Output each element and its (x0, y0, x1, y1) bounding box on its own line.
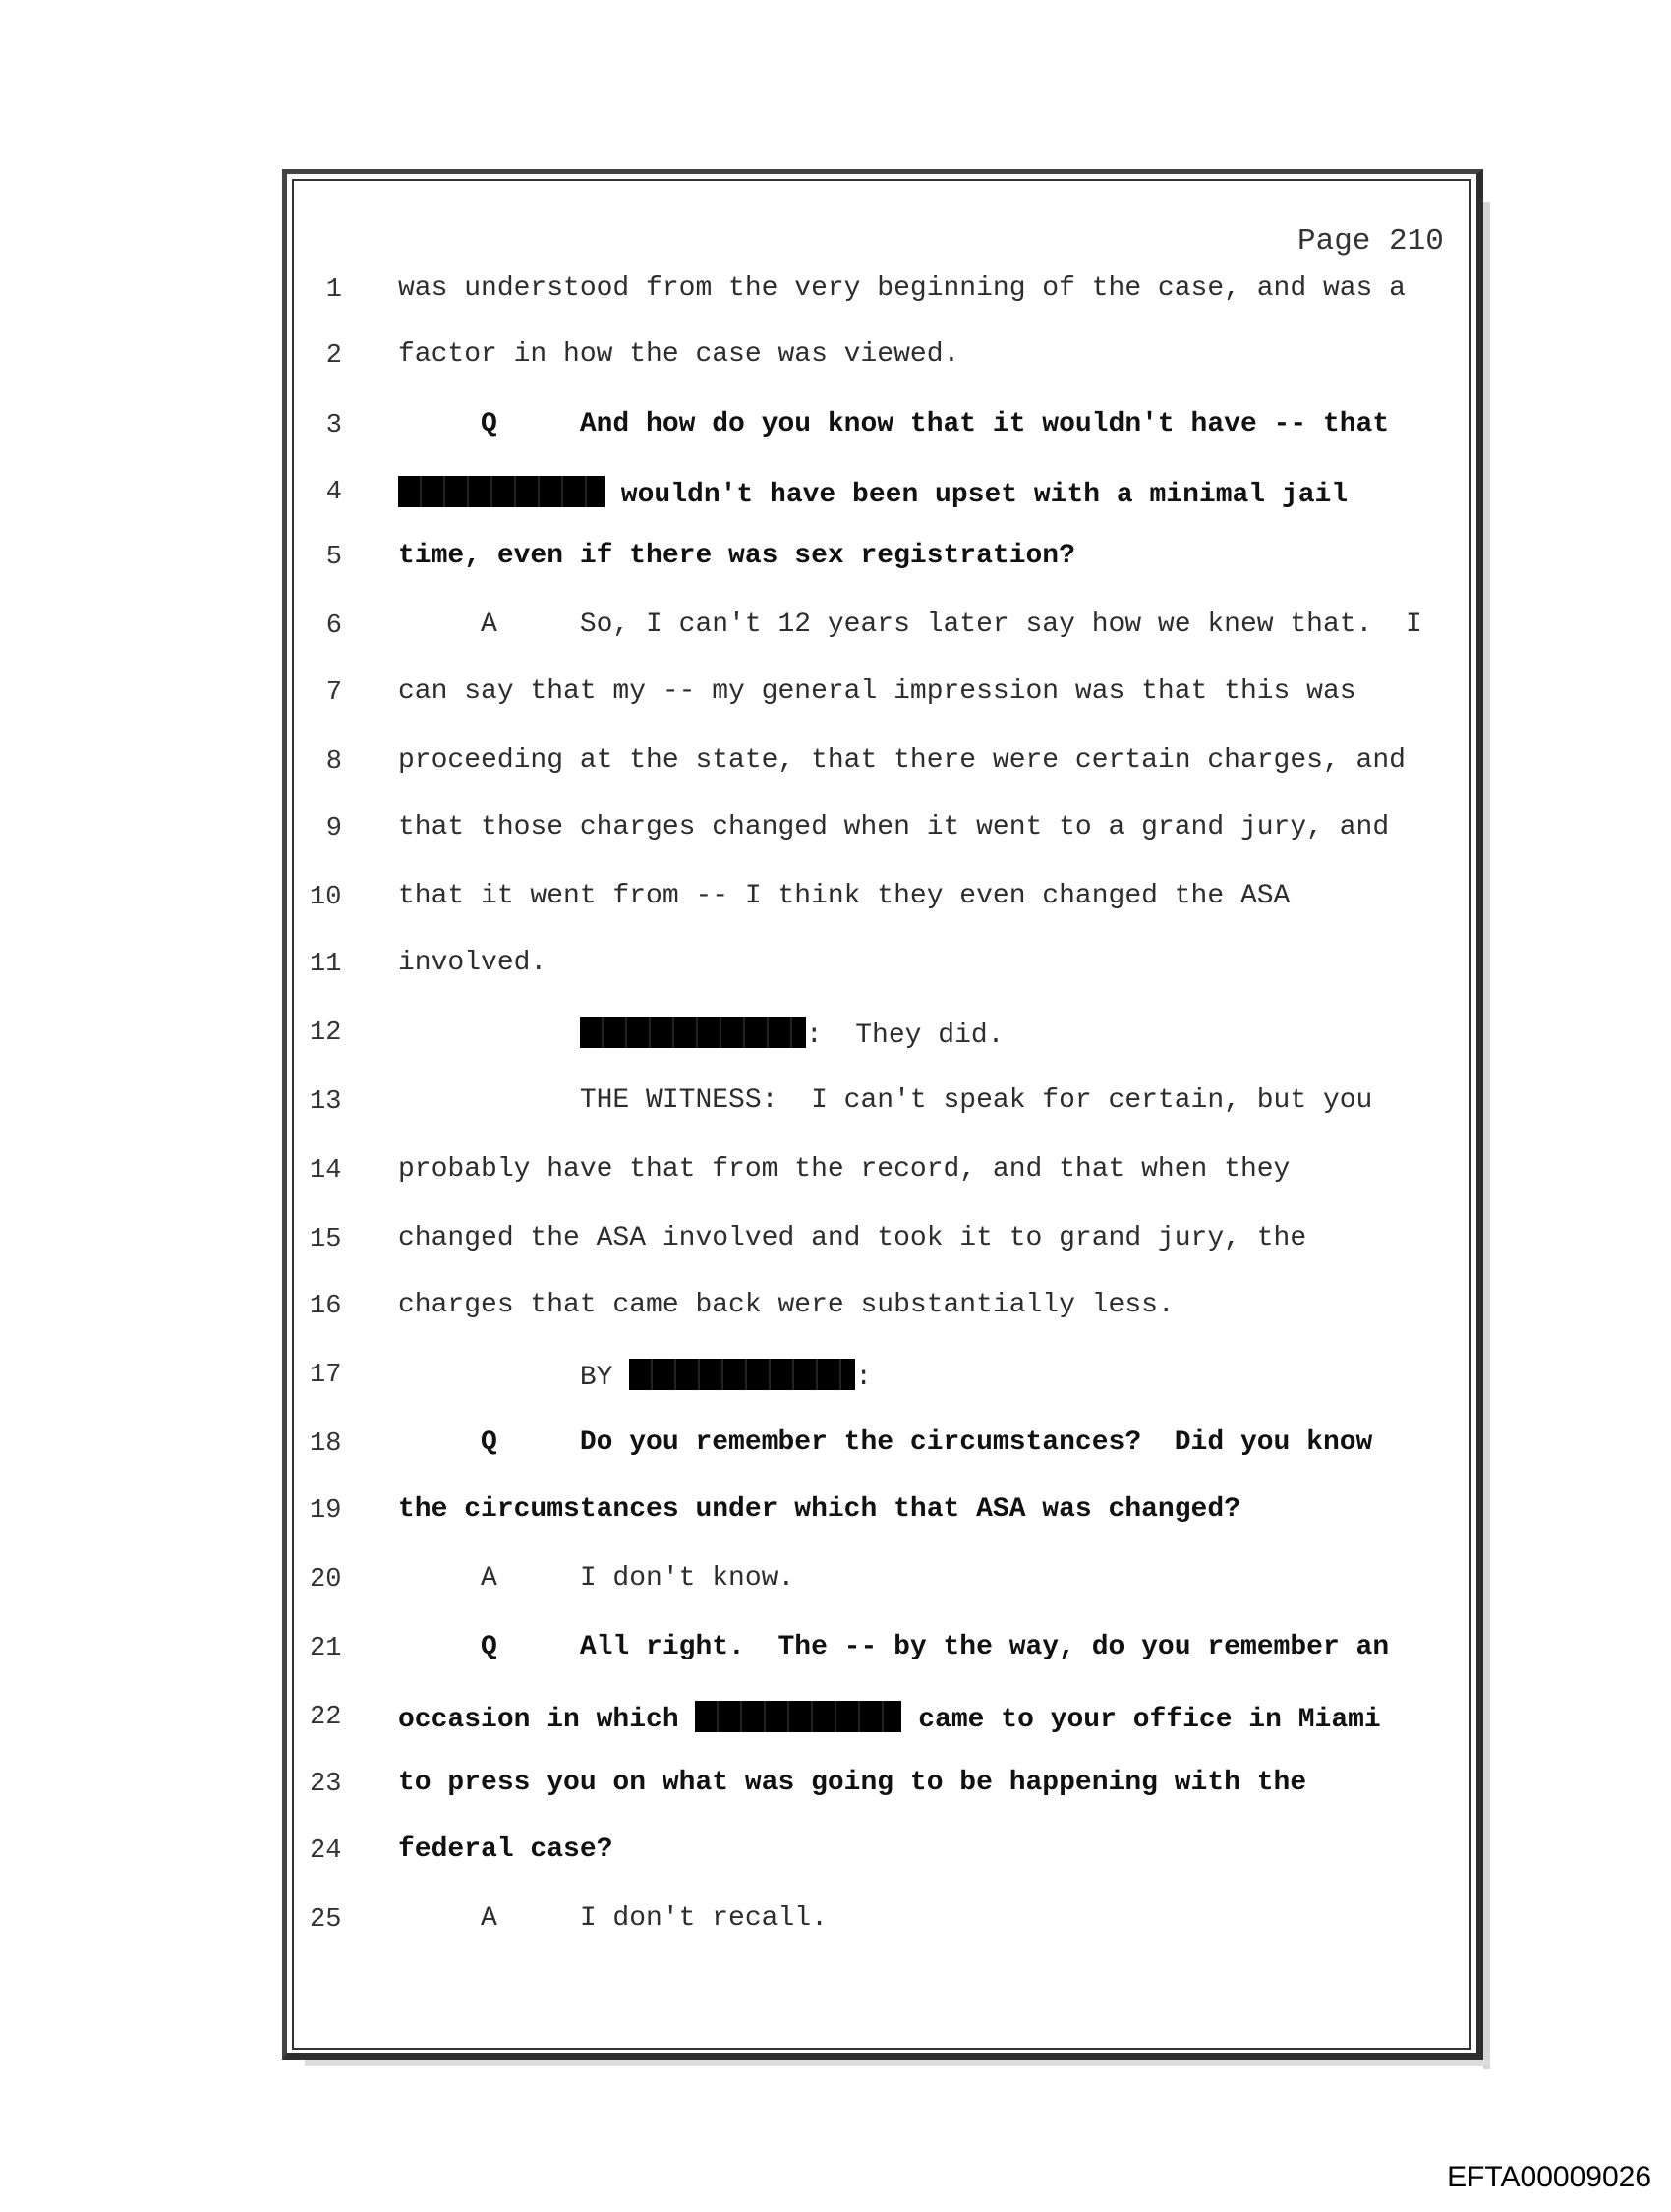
line-text: Q And how do you know that it wouldn't have -- that (398, 409, 1390, 439)
transcript-line (398, 476, 1348, 510)
line-number: 18 (310, 1429, 342, 1459)
line-text: : (855, 1363, 873, 1393)
line-text: came to your office in Miami (901, 1705, 1381, 1735)
line-text: wouldn't have been upset with a minimal jail (605, 480, 1349, 510)
transcript-line (398, 812, 1389, 843)
line-text: federal case? (398, 1834, 613, 1865)
line-text: A I don't know. (398, 1563, 795, 1594)
line-number: 5 (325, 543, 342, 572)
line-number: 17 (310, 1361, 342, 1390)
line-text: changed the ASA involved and took it to grand jury, the (398, 1223, 1307, 1253)
line-text: that those charges changed when it went to a grand jury, and (398, 812, 1390, 843)
line-text: involved. (398, 948, 547, 978)
line-number: 3 (325, 411, 342, 440)
line-number: 10 (310, 883, 342, 912)
transcript-line (398, 745, 1406, 776)
transcript-line (398, 1834, 612, 1865)
line-text: A I don't recall. (398, 1903, 828, 1934)
line-text: time, even if there was sex registration? (398, 541, 1075, 571)
line-text: probably have that from the record, and that when they (398, 1154, 1291, 1185)
redaction-block (580, 1017, 806, 1048)
line-number: 4 (325, 478, 342, 507)
line-number: 16 (310, 1292, 342, 1321)
line-number: 15 (310, 1225, 342, 1254)
transcript-line (398, 541, 1075, 571)
line-number: 19 (310, 1496, 342, 1526)
line-number: 1 (325, 275, 342, 305)
line-number: 14 (310, 1156, 342, 1186)
line-text: : They did. (805, 1020, 1005, 1051)
line-number: 12 (310, 1019, 342, 1048)
line-number: 20 (310, 1565, 342, 1595)
transcript-line (398, 1701, 1381, 1735)
line-text: factor in how the case was viewed. (398, 339, 960, 370)
line-number: 23 (310, 1770, 342, 1799)
transcript-line (398, 1290, 1175, 1320)
transcript-line (398, 1085, 1372, 1116)
line-text: Q All right. The -- by the way, do you remember an (398, 1632, 1390, 1662)
transcript-line (398, 273, 1406, 304)
line-number: 9 (325, 814, 342, 844)
line-text: Q Do you remember the circumstances? Did you know (398, 1427, 1373, 1458)
transcript-line (398, 1632, 1389, 1662)
transcript-line (398, 409, 1389, 439)
line-number: 24 (310, 1836, 342, 1866)
transcript-line (398, 1494, 1240, 1525)
line-number: 25 (310, 1905, 342, 1935)
transcript-line (398, 1563, 794, 1594)
line-text: to press you on what was going to be happening with the (398, 1768, 1307, 1798)
line-number: 13 (310, 1087, 342, 1117)
line-text: can say that my -- my general impression was that this was (398, 676, 1356, 707)
transcript-line (398, 1359, 872, 1393)
transcript-line (398, 1427, 1372, 1458)
transcript-line (398, 881, 1290, 911)
line-number: 2 (325, 341, 342, 371)
page-number: Page 210 (1297, 224, 1444, 259)
transcript-line (398, 1223, 1306, 1253)
line-text: proceeding at the state, that there were certain charges, and (398, 745, 1406, 776)
line-text: was understood from the very beginning of the case, and was a (398, 273, 1406, 304)
line-text: A So, I can't 12 years later say how we knew that. I (398, 610, 1422, 640)
transcript-line (398, 1903, 828, 1934)
line-text: occasion in which (398, 1705, 696, 1735)
transcript-line (398, 610, 1422, 640)
transcript-line (398, 676, 1356, 707)
line-number: 7 (325, 678, 342, 708)
transcript-line (398, 1154, 1290, 1185)
border-shadow-bottom (305, 2060, 1490, 2066)
transcript-line (398, 948, 547, 978)
redaction-block (695, 1701, 901, 1732)
border-shadow-right (1483, 202, 1490, 2069)
line-number: 21 (310, 1634, 342, 1663)
transcript-line (398, 1768, 1306, 1798)
bates-number: EFTA00009026 (1447, 2161, 1651, 2193)
line-number: 22 (310, 1703, 342, 1732)
line-number: 11 (310, 950, 342, 979)
transcript-line (398, 1017, 1004, 1051)
line-text (398, 1020, 580, 1051)
transcript-line (398, 339, 959, 370)
redaction-block (629, 1359, 855, 1390)
line-text: that it went from -- I think they even changed the ASA (398, 881, 1291, 911)
line-text: charges that came back were substantially less. (398, 1290, 1175, 1320)
line-text: THE WITNESS: I can't speak for certain, but you (398, 1085, 1373, 1116)
line-number: 6 (325, 611, 342, 641)
line-text: the circumstances under which that ASA was changed? (398, 1494, 1240, 1525)
redaction-block (398, 476, 605, 507)
line-number: 8 (325, 747, 342, 777)
line-text: BY (398, 1363, 630, 1393)
